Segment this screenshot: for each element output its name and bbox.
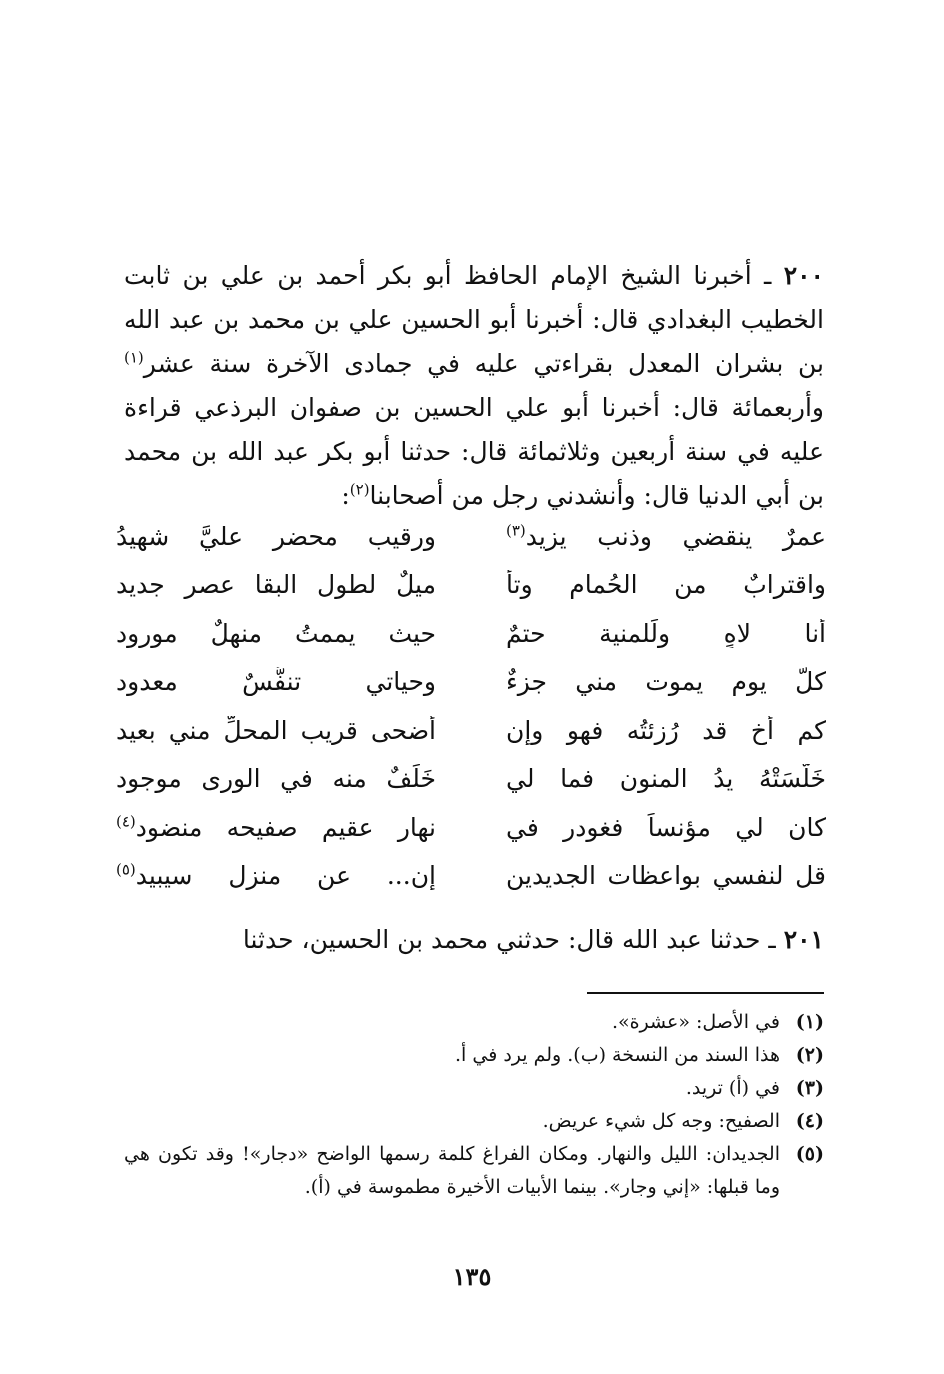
footnote-ref: (٢) xyxy=(349,480,370,499)
footnote-ref: (٤) xyxy=(116,812,136,831)
verse-first-hemistich: كلَّ يومٍ يموت مني جزءٌ xyxy=(506,667,826,697)
footnotes xyxy=(124,1006,824,1204)
verse-second-hemistich: نهارٍ عقيم صفيحه منضود$^{(٤)}$ xyxy=(116,812,436,842)
verse-line xyxy=(116,755,826,804)
paragraph-text: ـ حدثنا عبد الله قال: حدثني محمد بن الحسين، حدثنا xyxy=(242,925,784,954)
footnote-label: (٣) xyxy=(795,1077,824,1099)
paragraph-text: : xyxy=(341,481,350,510)
footnote-text: في الأصل: «عشرة». xyxy=(611,1011,780,1033)
footnote-ref: (١) xyxy=(124,348,144,367)
footnote-text: الجديدان: الليل والنهار. ومكان الفراغ كلمة رسمها الواضح «دجار»! وقد تكون هي وما قبلها: «إني وجار». بينما الأبيات الأخيرة مطموسة في (أ). xyxy=(124,1143,780,1198)
verse-first-hemistich: كان لي مؤنساً فغودر في xyxy=(506,812,826,842)
verse-second-hemistich: أضحى قريب المحلِّ مني بعيد xyxy=(116,715,436,745)
poem xyxy=(116,512,826,900)
verse-line xyxy=(116,852,826,901)
verse-line xyxy=(116,803,826,852)
verse-second-hemistich: ميلٌ لطول البقا عصر جديد xyxy=(116,570,436,600)
verse-line xyxy=(116,561,826,610)
verse-line xyxy=(116,609,826,658)
verse-second-hemistich: وحياتي تنفُّسٌ معدود xyxy=(116,667,436,697)
paragraph-200 xyxy=(124,254,824,518)
footnote xyxy=(124,1138,824,1204)
paragraph-201 xyxy=(124,918,824,962)
verse-second-hemistich: حيث يممتُ منهلٌ مورود xyxy=(116,618,436,648)
paragraph-number: ٢٠٠ xyxy=(783,261,824,290)
verse-line xyxy=(116,706,826,755)
footnote xyxy=(124,1006,824,1039)
verse-line xyxy=(116,658,826,707)
footnote-ref: (٥) xyxy=(116,861,136,879)
footnote-label: (٤) xyxy=(795,1110,824,1132)
paragraph-text: ـ أخبرنا الشيخ الإمام الحافظ أبو بكر أحمد بن علي بن ثابت الخطيب البغدادي قال: أخبرنا أبو الحسين علي بن محمد بن عبد الله بن بشران المعدل بقراءتي عليه في جمادى الآخرة سنة عشر xyxy=(124,261,824,378)
footnote xyxy=(124,1105,824,1138)
footnote-text: هذا السند من النسخة (ب). ولم يرد في أ. xyxy=(455,1044,780,1066)
verse-first-hemistich: قل لنفسي بواعظات الجديدين xyxy=(506,861,826,891)
verse-line xyxy=(116,512,826,561)
verse-first-hemistich: خَلَّسَتْهُ يدُ المنون فما لي xyxy=(506,764,826,794)
footnote-ref: (٣) xyxy=(506,521,526,540)
page-number: ١٣٥ xyxy=(452,1262,492,1291)
paragraph-text: وأربعمائة قال: أخبرنا أبو علي الحسين بن صفوان البرذعي قراءة عليه في سنة أربعين وثلاثمائة قال: حدثنا أبو بكر عبد الله بن محمد بن أبي الدنيا قال: وأنشدني رجل من أصحابنا xyxy=(124,393,824,510)
verse-first-hemistich: عمرٌ ينقضي وذنب يزيد$^{(٣)}$ xyxy=(506,521,826,551)
verse-second-hemistich: خَلَفٌ منه في الورى موجود xyxy=(116,764,436,794)
verse-first-hemistich: واقترابٌ من الحُمام وتأ xyxy=(506,570,826,600)
footnote-label: (١) xyxy=(795,1011,824,1033)
footnote xyxy=(124,1039,824,1072)
footnote-label: (٢) xyxy=(795,1044,824,1066)
paragraph-number: ٢٠١ xyxy=(783,925,824,954)
footnote-text: في (أ) تريد. xyxy=(685,1077,780,1099)
verse-first-hemistich: أنا لاهٍ ولَلمنية حتمٌ xyxy=(506,618,826,648)
footnote-separator xyxy=(587,992,824,994)
footnote-text: الصفيح: وجه كل شيء عريض. xyxy=(542,1110,780,1132)
verse-first-hemistich: كم أخ قد رُزئتُه فهو وإن xyxy=(506,715,826,745)
verse-second-hemistich: ورقيب محضر عليَّ شهيدُ xyxy=(116,521,436,551)
verse-second-hemistich: إن... عن منزل سيبيد$^{(٥)}$ xyxy=(116,861,436,891)
footnote xyxy=(124,1072,824,1105)
footnote-label: (٥) xyxy=(795,1143,824,1165)
